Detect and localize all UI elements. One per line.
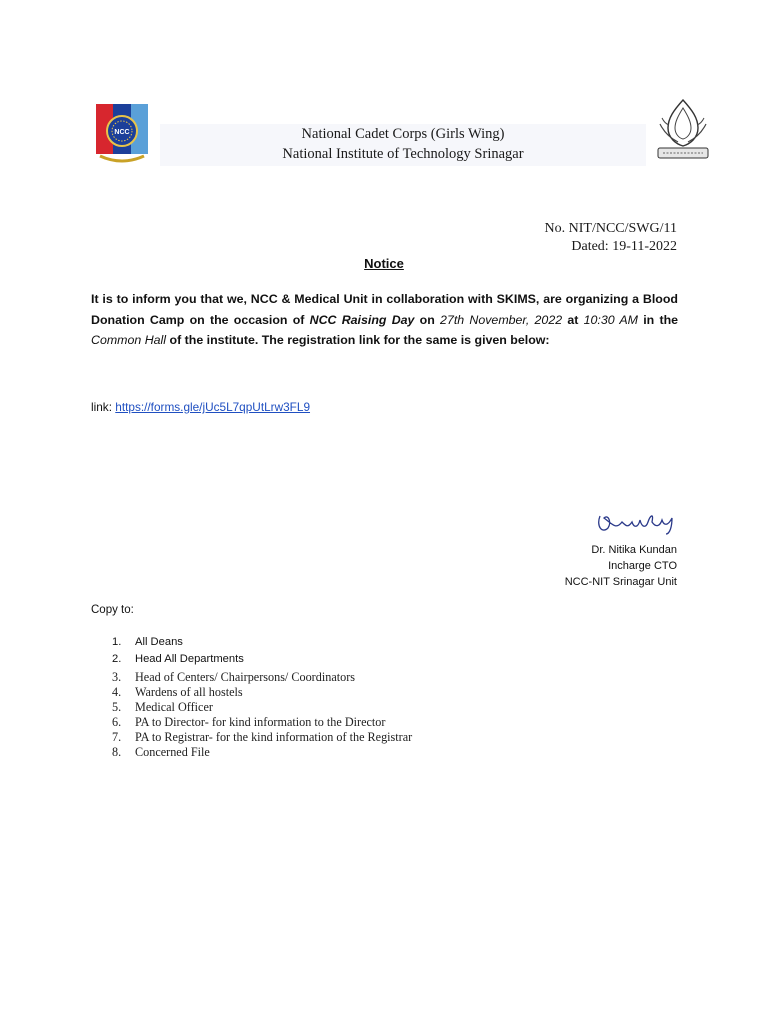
svg-text:NCC: NCC xyxy=(114,129,130,136)
header-institute-title: National Institute of Technology Srinagar xyxy=(282,146,524,162)
event-venue: Common Hall xyxy=(91,333,167,347)
reference-number: No. NIT/NCC/SWG/11 xyxy=(544,221,677,236)
link-label: link: xyxy=(91,400,112,414)
header-org-title: National Cadet Corps (Girls Wing) xyxy=(301,126,505,142)
reference-date: Dated: 19-11-2022 xyxy=(571,239,677,254)
copy-to-heading: Copy to: xyxy=(91,604,134,616)
event-date: 27th November, 2022 xyxy=(440,312,563,327)
notice-body xyxy=(91,289,678,351)
signature-block xyxy=(565,542,677,590)
event-name: Blood Donation Camp xyxy=(91,292,678,327)
ncc-flag-emblem-icon xyxy=(96,104,148,166)
notice-intro-text: It is to inform you that we, NCC & Medical Unit in collaboration with SKIMS, are organizing a xyxy=(91,292,643,306)
notice-occasion-text: on the occasion of xyxy=(184,312,310,327)
nit-srinagar-emblem-icon xyxy=(654,98,712,162)
notice-at-text: at xyxy=(562,312,584,327)
registration-link[interactable]: https://forms.gle/jUc5L7qpUtLrw3FL9 xyxy=(115,400,311,414)
notice-title: Notice xyxy=(364,256,404,271)
signature-text: Nkundan xyxy=(594,508,599,509)
signatory-role: Incharge CTO xyxy=(608,560,677,572)
event-time: 10:30 AM xyxy=(583,312,638,327)
registration-link-line xyxy=(91,400,310,414)
signatory-unit: NCC-NIT Srinagar Unit xyxy=(564,576,677,588)
signature-scrawl xyxy=(594,508,680,538)
signatory-name: Dr. Nitika Kundan xyxy=(591,544,677,556)
notice-closing-text: of the institute. The registration link for the same is given below: xyxy=(166,333,550,347)
notice-in-text: in the xyxy=(637,312,679,327)
occasion-name: NCC Raising Day xyxy=(309,312,415,327)
notice-on-text: on xyxy=(414,312,441,327)
